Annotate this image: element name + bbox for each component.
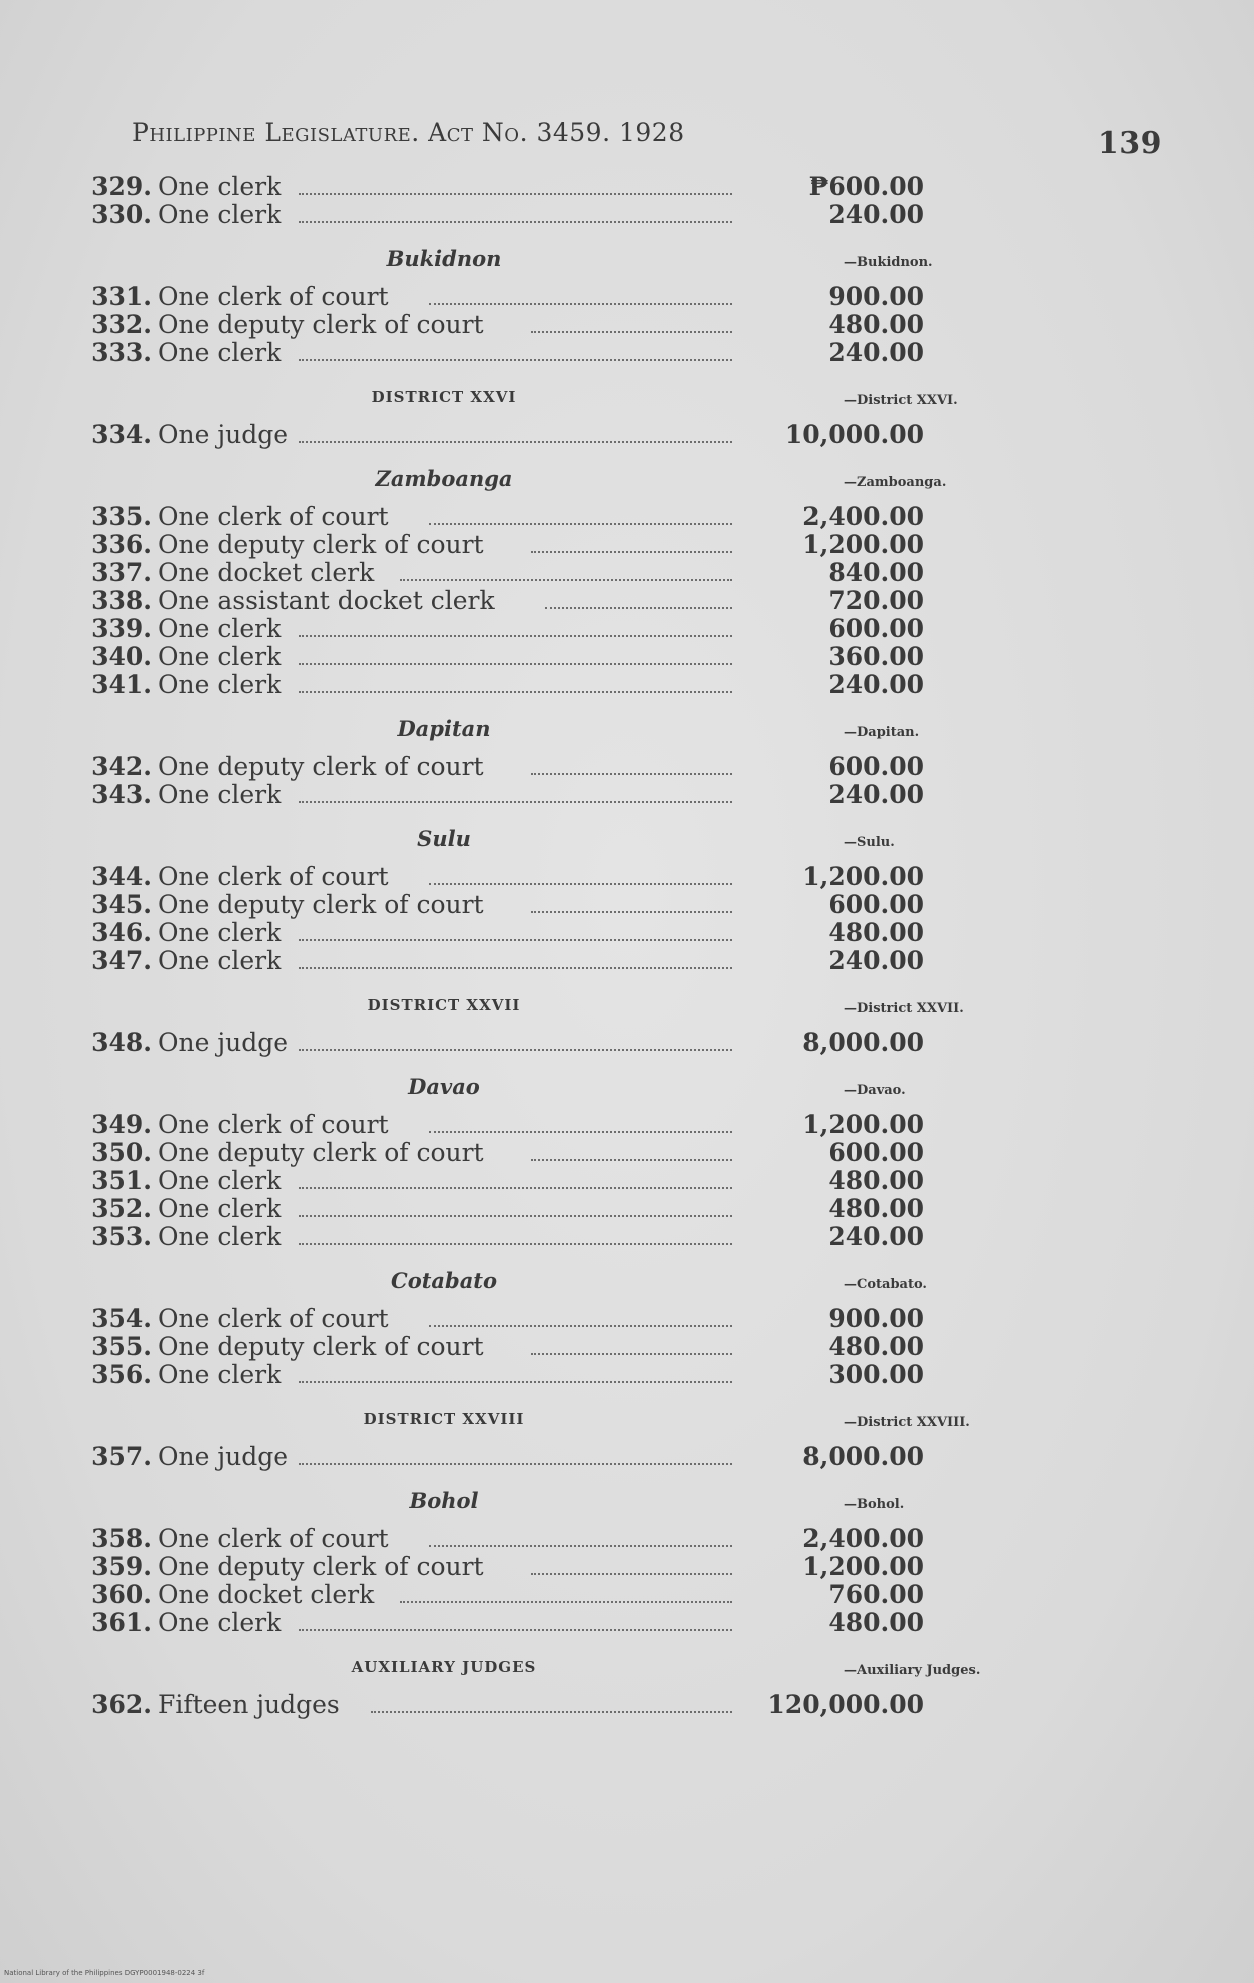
list-item [84,919,1084,947]
section-title: AUXILIARY JUDGES [351,1658,537,1676]
item-number: 351. [91,1166,152,1195]
item-number: 332. [91,310,152,339]
item-description: One clerk [158,1360,282,1389]
item-amount: 600.00 [828,890,924,919]
list-item [84,421,1084,449]
item-number: 343. [91,780,152,809]
item-number: 329. [91,172,152,201]
item-number: 353. [91,1222,152,1251]
list-item [84,615,1084,643]
margin-note: —Davao. [844,1083,906,1098]
item-number: 350. [91,1138,152,1167]
item-amount: 480.00 [828,918,924,947]
section-title: Cotabato [390,1268,498,1293]
item-number: 355. [91,1332,152,1361]
item-description: One deputy clerk of court [158,530,484,559]
item-amount: 360.00 [828,642,924,671]
item-amount: 840.00 [828,558,924,587]
item-number: 330. [91,200,152,229]
scan-footer: National Library of the Philippines DGYP0001948-0224 3f [4,1969,205,1977]
list-item [84,1195,1084,1223]
item-description: One clerk [158,200,282,229]
item-amount: 480.00 [828,310,924,339]
item-number: 354. [91,1304,152,1333]
list-item [84,503,1084,531]
section-heading [84,1257,1084,1305]
list-item [84,1305,1084,1333]
item-number: 345. [91,890,152,919]
item-number: 340. [91,642,152,671]
margin-note: —Auxiliary Judges. [844,1663,981,1678]
list-item [84,753,1084,781]
list-item [84,1111,1084,1139]
item-description: One assistant docket clerk [158,586,495,615]
margin-note: —District XXVIII. [844,1415,970,1430]
appropriation-list [84,173,1084,1719]
item-description: One clerk [158,946,282,975]
item-number: 346. [91,918,152,947]
page-number: 139 [1097,126,1162,161]
list-item [84,531,1084,559]
item-amount: 480.00 [828,1194,924,1223]
item-description: One clerk [158,614,282,643]
list-item [84,283,1084,311]
item-amount: 480.00 [828,1608,924,1637]
item-description: One clerk [158,918,282,947]
section-title: Sulu [417,826,471,851]
item-amount: 480.00 [828,1332,924,1361]
item-description: One clerk [158,338,282,367]
list-item [84,1029,1084,1057]
item-description: One deputy clerk of court [158,1332,484,1361]
section-title: Zamboanga [375,466,513,491]
item-description: One clerk [158,1608,282,1637]
section-title: Bohol [409,1488,479,1513]
item-amount: 480.00 [828,1166,924,1195]
list-item [84,559,1084,587]
item-description: Fifteen judges [158,1690,340,1719]
section-title: Bukidnon [386,246,502,271]
item-description: One clerk [158,1166,282,1195]
item-number: 359. [91,1552,152,1581]
margin-note: —Zamboanga. [844,475,947,490]
list-item [84,1609,1084,1637]
item-amount: 600.00 [828,752,924,781]
item-description: One clerk [158,1222,282,1251]
item-amount: 720.00 [828,586,924,615]
list-item [84,1361,1084,1389]
item-amount: 900.00 [828,282,924,311]
item-description: One deputy clerk of court [158,1552,484,1581]
item-description: One clerk of court [158,1524,389,1553]
section-title: DISTRICT XXVI [371,388,517,406]
item-number: 361. [91,1608,152,1637]
item-description: One clerk of court [158,862,389,891]
item-description: One docket clerk [158,558,375,587]
list-item [84,863,1084,891]
item-amount: 120,000.00 [767,1690,924,1719]
item-description: One clerk [158,780,282,809]
item-description: One clerk [158,670,282,699]
item-amount: 240.00 [828,780,924,809]
margin-note: —District XXVII. [844,1001,964,1016]
item-amount: 300.00 [828,1360,924,1389]
margin-note: —Sulu. [844,835,895,850]
margin-note: —Bohol. [844,1497,905,1512]
item-amount: 600.00 [828,1138,924,1167]
item-number: 357. [91,1442,152,1471]
item-number: 348. [91,1028,152,1057]
list-item [84,1443,1084,1471]
item-number: 336. [91,530,152,559]
item-description: One clerk of court [158,1304,389,1333]
margin-note: —District XXVI. [844,393,958,408]
item-description: One judge [158,420,288,449]
list-item [84,947,1084,975]
list-item [84,201,1084,229]
item-description: One clerk of court [158,502,389,531]
list-item [84,587,1084,615]
item-amount: 2,400.00 [802,502,924,531]
list-item [84,1691,1084,1719]
item-number: 349. [91,1110,152,1139]
item-amount: 1,200.00 [802,1552,924,1581]
list-item [84,1581,1084,1609]
section-heading [84,373,1084,421]
item-amount: 1,200.00 [802,1110,924,1139]
list-item [84,339,1084,367]
list-item [84,671,1084,699]
item-number: 358. [91,1524,152,1553]
item-number: 356. [91,1360,152,1389]
item-description: One clerk [158,1194,282,1223]
item-number: 362. [91,1690,152,1719]
item-number: 335. [91,502,152,531]
section-title: DISTRICT XXVIII [363,1410,525,1428]
item-amount: 600.00 [828,614,924,643]
item-number: 331. [91,282,152,311]
item-description: One judge [158,1028,288,1057]
item-amount: 240.00 [828,1222,924,1251]
item-description: One deputy clerk of court [158,752,484,781]
item-number: 339. [91,614,152,643]
item-amount: 10,000.00 [784,420,924,449]
item-number: 360. [91,1580,152,1609]
item-number: 341. [91,670,152,699]
item-number: 334. [91,420,152,449]
section-heading [84,1477,1084,1525]
list-item [84,891,1084,919]
item-description: One clerk [158,172,282,201]
list-item [84,1223,1084,1251]
item-number: 347. [91,946,152,975]
section-heading [84,1395,1084,1443]
item-description: One clerk of court [158,282,389,311]
margin-note: —Cotabato. [844,1277,927,1292]
section-title: DISTRICT XXVII [367,996,521,1014]
section-title: Davao [408,1074,480,1099]
section-heading [84,1643,1084,1691]
item-description: One deputy clerk of court [158,890,484,919]
item-amount: 8,000.00 [802,1442,924,1471]
section-heading [84,455,1084,503]
item-amount: 8,000.00 [802,1028,924,1057]
item-amount: 760.00 [828,1580,924,1609]
list-item [84,1167,1084,1195]
item-amount: 240.00 [828,946,924,975]
item-description: One deputy clerk of court [158,310,484,339]
list-item [84,1333,1084,1361]
list-item [84,311,1084,339]
list-item [84,781,1084,809]
list-item [84,1525,1084,1553]
item-number: 352. [91,1194,152,1223]
list-item [84,1139,1084,1167]
margin-note: —Dapitan. [844,725,920,740]
item-description: One clerk [158,642,282,671]
item-number: 338. [91,586,152,615]
item-amount: 900.00 [828,1304,924,1333]
margin-note: —Bukidnon. [844,255,933,270]
section-title: Dapitan [397,716,491,741]
section-heading [84,815,1084,863]
item-description: One clerk of court [158,1110,389,1139]
list-item [84,173,1084,201]
item-amount: 2,400.00 [802,1524,924,1553]
list-item [84,1553,1084,1581]
item-number: 342. [91,752,152,781]
item-number: 333. [91,338,152,367]
list-item [84,643,1084,671]
section-heading [84,235,1084,283]
running-title: Philippine Legislature. Act No. 3459. 1928 [132,118,685,147]
item-amount: 1,200.00 [802,530,924,559]
item-description: One docket clerk [158,1580,375,1609]
item-description: One judge [158,1442,288,1471]
item-number: 344. [91,862,152,891]
item-amount: 1,200.00 [802,862,924,891]
item-amount: 240.00 [828,670,924,699]
section-heading [84,981,1084,1029]
item-description: One deputy clerk of court [158,1138,484,1167]
item-amount: 240.00 [828,338,924,367]
page-header [132,118,1162,161]
section-heading [84,705,1084,753]
item-amount: ₱600.00 [808,172,924,201]
item-amount: 240.00 [828,200,924,229]
item-number: 337. [91,558,152,587]
section-heading [84,1063,1084,1111]
